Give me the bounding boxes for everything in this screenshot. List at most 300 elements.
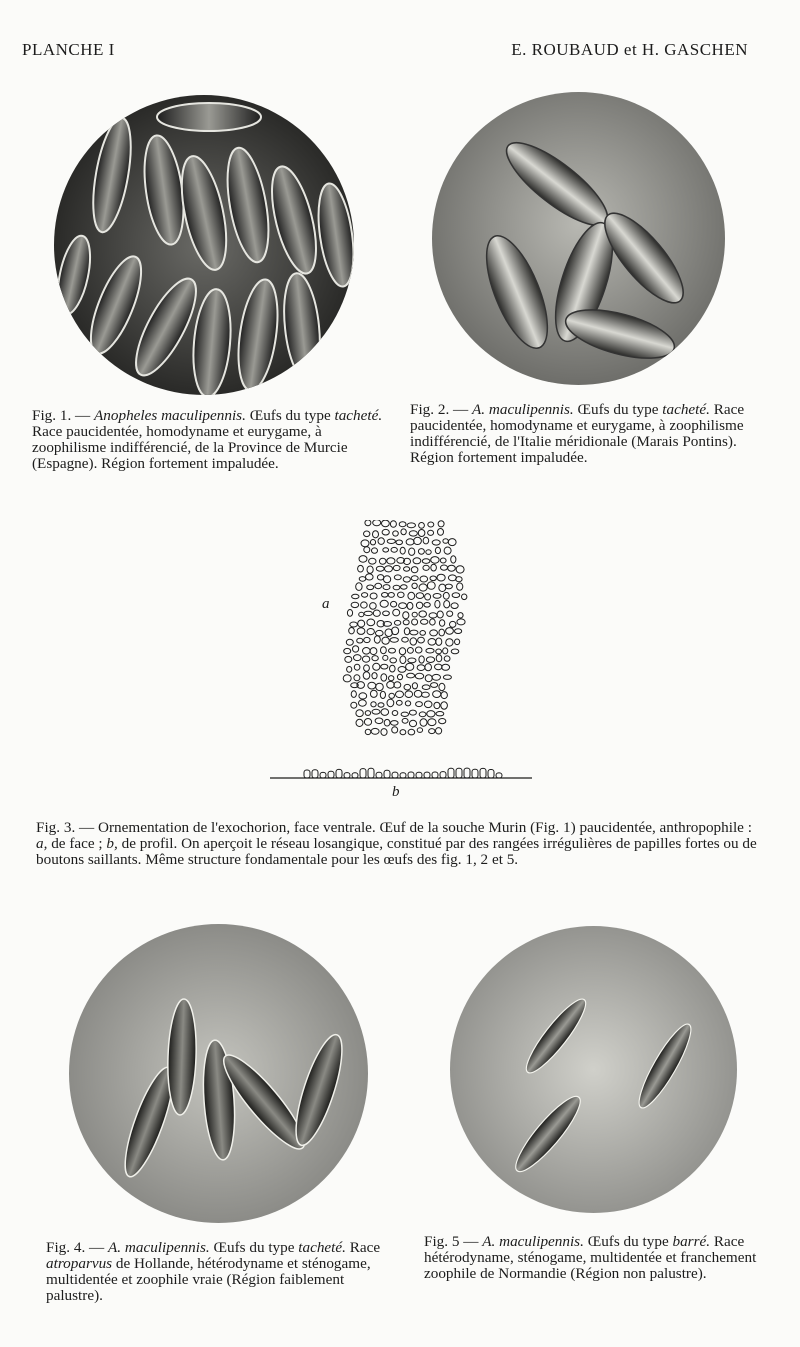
papilla-mark xyxy=(406,539,414,545)
papilla-mark xyxy=(390,665,396,672)
profile-papilla-mark xyxy=(336,769,342,778)
papilla-mark xyxy=(372,656,378,661)
papilla-mark xyxy=(411,567,418,573)
papilla-mark xyxy=(448,565,456,571)
papilla-mark xyxy=(446,639,453,646)
papilla-mark xyxy=(420,631,426,636)
papilla-mark xyxy=(409,531,417,536)
papilla-mark xyxy=(364,611,372,615)
fig1-title: Anopheles maculipennis. xyxy=(94,407,246,424)
papilla-mark xyxy=(416,593,424,599)
papilla-mark xyxy=(404,684,411,690)
fig4-text-b: Race xyxy=(349,1239,381,1256)
papilla-mark xyxy=(396,691,404,698)
papilla-mark xyxy=(392,711,398,716)
papilla-mark xyxy=(425,675,432,682)
fig5-title: A. maculipennis. xyxy=(482,1233,584,1250)
profile-papilla-mark xyxy=(352,773,358,778)
papilla-mark xyxy=(356,710,363,717)
papilla-mark xyxy=(407,602,413,609)
papilla-mark xyxy=(357,628,365,635)
papilla-mark xyxy=(354,664,360,670)
papilla-mark xyxy=(411,576,418,581)
fig5-caption xyxy=(424,1234,769,1282)
papilla-mark xyxy=(412,683,417,689)
papilla-mark xyxy=(363,672,370,679)
fig1-number: Fig. 1. — xyxy=(32,407,91,424)
profile-papilla-mark xyxy=(432,772,438,778)
fig2-photo xyxy=(432,92,725,385)
papilla-mark xyxy=(436,655,442,662)
papilla-mark xyxy=(364,637,370,642)
papilla-mark xyxy=(427,582,435,590)
fig4-text-a: Œufs du type xyxy=(213,1239,295,1256)
papilla-mark xyxy=(345,656,352,662)
papilla-mark xyxy=(402,637,409,642)
papilla-mark xyxy=(382,593,388,598)
papilla-mark xyxy=(441,702,448,709)
papilla-mark xyxy=(418,637,425,643)
papilla-mark xyxy=(457,583,463,590)
profile-papilla-mark xyxy=(408,772,414,778)
fig4-text-c: de Hollande, hétérodyname et sténogame, multidentée et zoophile vraie (Région faiblement palustre). xyxy=(46,1255,371,1304)
papilla-mark xyxy=(358,565,364,572)
papilla-mark xyxy=(413,558,421,564)
papilla-mark xyxy=(399,603,407,609)
header-right: E. ROUBAUD et H. GASCHEN xyxy=(511,40,748,59)
fig1-text-b: Race paucidentée, homodyname et eurygame, à zoophilisme indifférencié, de la Province de Murcie (Espagne). Région fortement impaludée. xyxy=(32,423,348,472)
papilla-mark xyxy=(376,683,384,690)
papilla-mark xyxy=(343,675,351,682)
papilla-mark xyxy=(351,602,359,607)
papilla-mark xyxy=(383,548,389,552)
papilla-mark xyxy=(357,638,363,643)
papilla-mark xyxy=(401,529,406,535)
papilla-mark xyxy=(401,712,408,716)
papilla-mark xyxy=(409,720,416,726)
papilla-mark xyxy=(375,583,382,588)
papilla-mark xyxy=(344,648,351,653)
papilla-mark xyxy=(381,709,389,716)
profile-papilla-mark xyxy=(472,769,478,778)
papilla-mark xyxy=(415,647,422,653)
papilla-mark xyxy=(391,601,397,607)
papilla-mark xyxy=(456,566,464,573)
papilla-mark xyxy=(380,691,385,698)
papilla-mark xyxy=(416,702,423,707)
papilla-mark xyxy=(428,522,434,527)
papilla-mark xyxy=(418,549,424,555)
papilla-mark xyxy=(408,592,415,599)
profile-papilla-mark xyxy=(480,768,486,778)
papilla-mark xyxy=(359,700,367,706)
papilla-mark xyxy=(374,636,380,643)
fig1-caption xyxy=(32,408,387,472)
papilla-mark xyxy=(409,548,415,555)
papilla-mark xyxy=(365,520,371,526)
profile-papilla-mark xyxy=(448,768,454,778)
papilla-mark xyxy=(359,577,366,582)
profile-papilla-mark xyxy=(368,768,374,778)
papilla-mark xyxy=(438,521,444,527)
papilla-mark xyxy=(418,530,425,537)
papilla-mark xyxy=(405,691,413,698)
papilla-mark xyxy=(359,693,367,699)
papilla-mark xyxy=(423,537,429,544)
papilla-mark xyxy=(385,566,393,572)
papilla-mark xyxy=(426,648,434,653)
papilla-mark xyxy=(394,620,400,625)
fig2-title: A. maculipennis. xyxy=(472,401,574,418)
papilla-mark xyxy=(429,613,437,618)
profile-papilla-mark xyxy=(440,772,446,778)
papilla-mark xyxy=(387,558,395,564)
papilla-mark xyxy=(439,683,445,690)
papilla-mark xyxy=(430,576,436,581)
fig3-text-mid: de face ; xyxy=(51,835,103,852)
papilla-mark xyxy=(370,603,377,610)
papilla-mark xyxy=(404,567,410,571)
papilla-mark xyxy=(399,648,405,655)
papilla-mark xyxy=(428,530,434,535)
papilla-mark xyxy=(404,628,409,635)
papilla-mark xyxy=(367,585,374,590)
papilla-mark xyxy=(351,691,356,698)
papilla-mark xyxy=(443,539,448,544)
papilla-mark xyxy=(407,673,415,678)
profile-papilla-mark xyxy=(488,770,494,779)
papilla-mark xyxy=(369,558,376,564)
papilla-mark xyxy=(349,628,355,634)
fig3-a-label: a, xyxy=(36,835,48,852)
fig2-text-b: Race paucidentée, homodyname et eurygame, à zoophilisme indifférencié, de l'Italie méridionale (Marais Pontins). Région fortement impaludée. xyxy=(410,401,745,466)
papilla-mark xyxy=(354,675,360,681)
profile-papilla-mark xyxy=(464,768,470,778)
fig3-drawing-profile xyxy=(270,764,532,780)
profile-papilla-mark xyxy=(304,770,310,778)
papilla-mark xyxy=(393,585,400,590)
papilla-mark xyxy=(442,664,450,670)
papilla-mark xyxy=(436,728,442,734)
papilla-mark xyxy=(392,727,398,733)
papilla-mark xyxy=(403,577,410,582)
papilla-mark xyxy=(370,540,375,545)
papilla-mark xyxy=(362,593,368,598)
papilla-mark xyxy=(375,718,383,724)
papilla-mark xyxy=(444,547,451,554)
fig3-drawing-face xyxy=(336,520,476,740)
fig5-photo xyxy=(450,926,737,1213)
papilla-mark xyxy=(383,585,390,590)
papilla-mark xyxy=(376,630,384,636)
papilla-mark xyxy=(415,673,423,679)
papilla-mark xyxy=(410,638,417,645)
papilla-mark xyxy=(378,538,384,545)
papilla-mark xyxy=(422,559,430,564)
papilla-mark xyxy=(436,649,442,654)
papilla-mark xyxy=(358,620,365,627)
fig1-text-a: Œufs du type xyxy=(249,407,331,424)
papilla-mark xyxy=(347,667,352,673)
papilla-mark xyxy=(414,537,422,544)
profile-papilla-mark xyxy=(376,772,382,778)
fig3-number: Fig. 3. — xyxy=(36,819,95,836)
fig2-caption xyxy=(410,402,760,466)
papilla-mark xyxy=(370,690,377,697)
papilla-mark xyxy=(354,655,362,661)
papilla-mark xyxy=(353,646,359,652)
papilla-mark xyxy=(446,628,454,635)
profile-papilla-mark xyxy=(360,769,366,778)
papilla-mark xyxy=(419,656,424,663)
papilla-mark xyxy=(383,611,390,616)
fig4-italic: tacheté. xyxy=(298,1239,346,1256)
papilla-mark xyxy=(443,592,449,599)
papilla-mark xyxy=(408,658,416,663)
profile-papilla-mark xyxy=(416,772,422,778)
papilla-mark xyxy=(435,600,440,608)
papilla-mark xyxy=(387,681,395,688)
papilla-mark xyxy=(350,622,358,627)
profile-papilla-mark xyxy=(344,773,350,778)
papilla-mark xyxy=(361,540,369,547)
papilla-mark xyxy=(457,619,465,625)
profile-papilla-mark xyxy=(392,772,398,778)
fig4-italic2: atroparvus xyxy=(46,1255,113,1272)
papilla-mark xyxy=(389,693,395,698)
papilla-mark xyxy=(434,702,440,708)
papilla-mark xyxy=(372,548,378,553)
fig5-italic: barré. xyxy=(672,1233,711,1250)
papilla-mark xyxy=(441,565,448,570)
papilla-mark xyxy=(373,663,380,670)
papilla-mark xyxy=(393,609,400,616)
papilla-mark xyxy=(450,621,456,627)
papilla-mark xyxy=(455,639,460,645)
papilla-mark xyxy=(397,674,402,679)
fig2-italic: tacheté. xyxy=(662,401,710,418)
papilla-mark xyxy=(383,655,388,660)
papilla-mark xyxy=(382,520,390,527)
papilla-mark xyxy=(389,676,394,681)
papilla-mark xyxy=(405,701,410,706)
papilla-mark xyxy=(368,682,376,689)
papilla-mark xyxy=(438,529,444,536)
papilla-mark xyxy=(419,584,427,591)
papilla-mark xyxy=(452,593,460,598)
fig3-caption xyxy=(36,820,764,868)
papilla-mark xyxy=(451,556,456,563)
papilla-mark xyxy=(364,665,370,671)
papilla-mark xyxy=(424,701,432,708)
papilla-mark xyxy=(412,583,417,588)
papilla-mark xyxy=(462,594,467,600)
papilla-mark xyxy=(444,656,450,661)
papilla-mark xyxy=(439,620,444,626)
fig2-text-a: Œufs du type xyxy=(577,401,659,418)
papilla-mark xyxy=(373,520,381,526)
papilla-mark xyxy=(390,638,398,643)
papilla-mark xyxy=(428,639,436,646)
profile-papilla-mark xyxy=(400,773,406,778)
fig3-text: Ornementation de l'exochorion, face ventrale. Œuf de la souche Murin (Fig. 1) paucidentée, anthropophile : xyxy=(98,819,752,836)
papilla-mark xyxy=(388,593,394,598)
papilla-mark xyxy=(364,719,371,726)
papilla-mark xyxy=(399,522,406,527)
papilla-mark xyxy=(394,575,401,580)
papilla-mark xyxy=(365,729,371,734)
fig5-text-a: Œufs du type xyxy=(587,1233,669,1250)
papilla-mark xyxy=(362,656,369,662)
profile-papilla-mark xyxy=(328,771,334,778)
papilla-mark xyxy=(425,664,432,671)
papilla-mark xyxy=(407,523,415,528)
papilla-mark xyxy=(430,619,436,625)
papilla-mark xyxy=(433,691,441,698)
papilla-mark xyxy=(425,594,431,600)
papilla-mark xyxy=(371,728,379,734)
papilla-mark xyxy=(398,667,406,673)
papilla-mark xyxy=(367,566,373,573)
papilla-mark xyxy=(423,565,429,570)
papilla-mark xyxy=(420,576,428,582)
papilla-mark xyxy=(391,721,399,726)
papilla-mark xyxy=(370,648,377,655)
papilla-mark xyxy=(456,577,462,582)
papilla-mark xyxy=(389,648,396,653)
papilla-mark xyxy=(409,710,416,715)
papilla-mark xyxy=(431,557,439,564)
papilla-mark xyxy=(356,583,362,591)
papilla-mark xyxy=(441,692,447,699)
papilla-mark xyxy=(393,531,399,536)
papilla-mark xyxy=(448,539,456,546)
papilla-mark xyxy=(417,728,422,733)
papilla-mark xyxy=(417,665,425,671)
papilla-mark xyxy=(426,550,431,555)
papilla-mark xyxy=(381,729,387,736)
profile-papilla-mark xyxy=(384,770,390,778)
fig2-number: Fig. 2. — xyxy=(410,401,469,418)
papilla-mark xyxy=(376,566,384,571)
papilla-mark xyxy=(381,664,388,669)
papilla-mark xyxy=(424,603,430,608)
papilla-mark xyxy=(432,674,440,680)
fig4-title: A. maculipennis. xyxy=(108,1239,210,1256)
papilla-mark xyxy=(439,584,446,591)
papilla-mark xyxy=(381,674,387,681)
papilla-mark xyxy=(381,647,387,654)
papilla-mark xyxy=(445,584,452,589)
papilla-mark xyxy=(400,730,406,735)
papilla-mark xyxy=(377,575,383,580)
papilla-mark xyxy=(359,556,367,563)
papilla-mark xyxy=(384,576,391,583)
papilla-mark xyxy=(432,540,440,545)
papilla-mark xyxy=(429,729,435,734)
papilla-mark xyxy=(422,685,430,690)
papilla-mark xyxy=(412,619,418,625)
papilla-mark xyxy=(419,611,427,617)
papilla-mark xyxy=(403,620,409,625)
papilla-mark xyxy=(372,673,377,679)
papilla-mark xyxy=(400,547,405,554)
papilla-mark xyxy=(437,574,445,581)
papilla-mark xyxy=(371,702,376,707)
papilla-mark xyxy=(414,690,422,697)
label-b: b xyxy=(392,784,400,800)
papilla-mark xyxy=(430,630,438,636)
papilla-mark xyxy=(431,683,438,688)
papilla-mark xyxy=(443,648,448,654)
header-left: PLANCHE I xyxy=(22,40,115,59)
papilla-mark xyxy=(347,610,352,617)
papilla-mark xyxy=(382,637,389,644)
papilla-mark xyxy=(436,638,442,645)
papilla-mark xyxy=(380,600,388,607)
profile-papilla-mark xyxy=(456,768,462,778)
papilla-mark xyxy=(356,719,363,726)
fig1-photo xyxy=(54,95,354,395)
papilla-mark xyxy=(435,547,440,553)
papilla-mark xyxy=(390,521,396,528)
papilla-mark xyxy=(428,719,436,726)
papilla-mark xyxy=(412,612,417,617)
papilla-mark xyxy=(402,718,408,723)
papilla-mark xyxy=(378,703,384,707)
papilla-mark xyxy=(421,619,428,624)
papilla-mark xyxy=(392,627,399,635)
papilla-mark xyxy=(351,702,357,708)
papilla-mark xyxy=(419,523,425,529)
papilla-mark xyxy=(433,594,441,599)
papilla-mark xyxy=(427,711,435,717)
papilla-mark xyxy=(410,630,418,635)
papilla-mark xyxy=(372,709,380,714)
papilla-mark xyxy=(367,619,375,626)
papilla-mark xyxy=(403,612,409,619)
papilla-mark xyxy=(408,729,415,735)
papilla-mark xyxy=(400,656,406,664)
papilla-mark xyxy=(451,603,458,609)
papilla-mark xyxy=(379,558,386,564)
papilla-mark xyxy=(426,657,434,663)
papilla-mark xyxy=(364,547,370,553)
papilla-mark xyxy=(448,575,456,581)
papilla-mark xyxy=(393,565,400,570)
label-a: a xyxy=(322,596,330,612)
papilla-mark xyxy=(396,700,402,705)
profile-papilla-mark xyxy=(424,772,430,778)
papilla-mark xyxy=(447,611,453,616)
papilla-mark xyxy=(401,585,408,589)
papilla-mark xyxy=(455,629,462,634)
papilla-mark xyxy=(396,540,403,545)
papilla-mark xyxy=(387,699,394,707)
papilla-mark xyxy=(373,531,379,538)
papilla-mark xyxy=(458,613,463,618)
fig3-text-end: de profil. On aperçoit le réseau losangique, constitué par des rangées irrégulières de papilles fortes ou de boutons saillants. Même structure fondamentale pour les œufs des fig. 1, 2 et 5. xyxy=(36,835,757,868)
profile-papilla-mark xyxy=(312,770,318,778)
papilla-mark xyxy=(361,602,368,608)
papilla-mark xyxy=(391,547,397,552)
papilla-mark xyxy=(398,592,405,597)
papilla-mark xyxy=(419,712,426,717)
papilla-mark xyxy=(370,593,377,599)
fig4-number: Fig. 4. — xyxy=(46,1239,105,1256)
papilla-mark xyxy=(367,629,374,635)
papilla-mark xyxy=(359,612,364,616)
